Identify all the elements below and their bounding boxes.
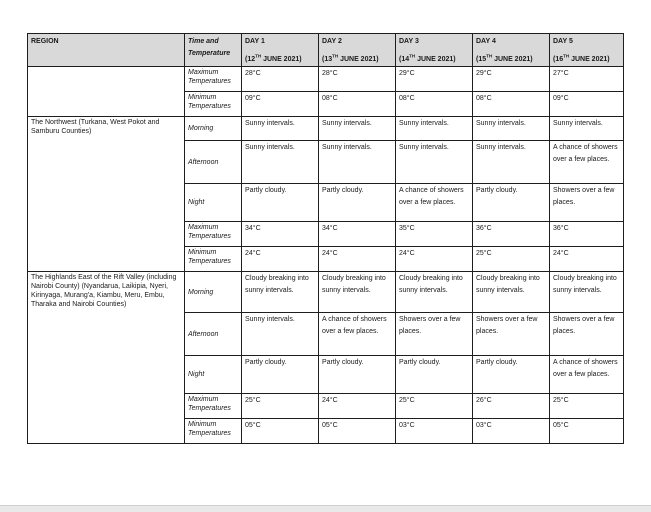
param-cell: Minimum Temperatures xyxy=(185,419,242,444)
param-cell: Night xyxy=(185,356,242,394)
region-cell-northwest: The Northwest (Turkana, West Pokot and Samburu Counties) xyxy=(28,117,185,272)
value-cell: Sunny intervals. xyxy=(396,141,473,184)
day-date: (12TH JUNE 2021) xyxy=(245,53,302,63)
value-cell: 34°C xyxy=(319,222,396,247)
header-day-3 xyxy=(396,34,473,67)
param-cell: Afternoon xyxy=(185,141,242,184)
value-cell: 29°C xyxy=(396,67,473,92)
value-cell: 36°C xyxy=(550,222,624,247)
forecast-table xyxy=(27,33,624,444)
param-cell: Minimum Temperatures xyxy=(185,247,242,272)
day-label: DAY 3 xyxy=(399,38,419,45)
param-cell: Maximum Temperatures xyxy=(185,67,242,92)
value-cell: Sunny intervals. xyxy=(473,117,550,141)
value-cell: Showers over a few places. xyxy=(473,313,550,356)
param-cell: Afternoon xyxy=(185,313,242,356)
value-cell: 24°C xyxy=(319,247,396,272)
value-cell: Cloudy breaking into sunny intervals. xyxy=(550,272,624,313)
value-cell: 25°C xyxy=(473,247,550,272)
table-row xyxy=(28,272,624,313)
value-cell: Partly cloudy. xyxy=(242,184,319,222)
value-cell: Sunny intervals. xyxy=(319,117,396,141)
value-cell: 35°C xyxy=(396,222,473,247)
value-cell: 08°C xyxy=(473,92,550,117)
value-cell: Partly cloudy. xyxy=(319,184,396,222)
value-cell: Cloudy breaking into sunny intervals. xyxy=(319,272,396,313)
value-cell: Cloudy breaking into sunny intervals. xyxy=(473,272,550,313)
value-cell: Showers over a few places. xyxy=(396,313,473,356)
day-label: DAY 1 xyxy=(245,38,265,45)
value-cell: 05°C xyxy=(550,419,624,444)
value-cell: 03°C xyxy=(473,419,550,444)
region-cell-previous xyxy=(28,67,185,117)
value-cell: Sunny intervals. xyxy=(242,141,319,184)
header-time-temperature: Time and Temperature xyxy=(185,34,242,67)
value-cell: 03°C xyxy=(396,419,473,444)
table-row xyxy=(28,67,624,92)
value-cell: 28°C xyxy=(319,67,396,92)
value-cell: 25°C xyxy=(550,394,624,419)
param-cell: Morning xyxy=(185,117,242,141)
header-day-1 xyxy=(242,34,319,67)
value-cell: 29°C xyxy=(473,67,550,92)
value-cell: Partly cloudy. xyxy=(473,184,550,222)
value-cell: 05°C xyxy=(319,419,396,444)
value-cell: 24°C xyxy=(396,247,473,272)
param-cell: Night xyxy=(185,184,242,222)
value-cell: Sunny intervals. xyxy=(242,313,319,356)
value-cell: A chance of showers over a few places. xyxy=(319,313,396,356)
value-cell: Partly cloudy. xyxy=(319,356,396,394)
value-cell: Partly cloudy. xyxy=(473,356,550,394)
value-cell: Cloudy breaking into sunny intervals. xyxy=(396,272,473,313)
value-cell: 09°C xyxy=(550,92,624,117)
day-date: (13TH JUNE 2021) xyxy=(322,53,379,63)
value-cell: Partly cloudy. xyxy=(242,356,319,394)
value-cell: Showers over a few places. xyxy=(550,184,624,222)
value-cell: Sunny intervals. xyxy=(242,117,319,141)
value-cell: 05°C xyxy=(242,419,319,444)
table-row xyxy=(28,117,624,141)
value-cell: 26°C xyxy=(473,394,550,419)
value-cell: Sunny intervals. xyxy=(473,141,550,184)
value-cell: A chance of showers over a few places. xyxy=(550,141,624,184)
value-cell: 28°C xyxy=(242,67,319,92)
header-day-5 xyxy=(550,34,624,67)
region-cell-highlands: The Highlands East of the Rift Valley (including Nairobi County) (Nyandarua, Laikipia, Nyeri, Kirinyaga, Murang'a, Kiambu, Meru, Embu, Tharaka and Nairobi Counties) xyxy=(28,272,185,444)
value-cell: Cloudy breaking into sunny intervals. xyxy=(242,272,319,313)
param-cell: Maximum Temperatures xyxy=(185,394,242,419)
value-cell: 24°C xyxy=(319,394,396,419)
value-cell: Sunny intervals. xyxy=(319,141,396,184)
value-cell: 36°C xyxy=(473,222,550,247)
value-cell: A chance of showers over a few places. xyxy=(550,356,624,394)
header-row xyxy=(28,34,624,67)
value-cell: 24°C xyxy=(242,247,319,272)
day-label: DAY 5 xyxy=(553,38,573,45)
day-date: (15TH JUNE 2021) xyxy=(476,53,533,63)
value-cell: Sunny intervals. xyxy=(396,117,473,141)
param-cell: Morning xyxy=(185,272,242,313)
header-day-2 xyxy=(319,34,396,67)
param-cell: Minimum Temperatures xyxy=(185,92,242,117)
value-cell: A chance of showers over a few places. xyxy=(396,184,473,222)
day-label: DAY 2 xyxy=(322,38,342,45)
header-region: REGION xyxy=(28,34,185,67)
value-cell: 08°C xyxy=(319,92,396,117)
value-cell: 25°C xyxy=(396,394,473,419)
value-cell: 24°C xyxy=(550,247,624,272)
value-cell: Partly cloudy. xyxy=(396,356,473,394)
value-cell: 08°C xyxy=(396,92,473,117)
value-cell: 34°C xyxy=(242,222,319,247)
value-cell: Showers over a few places. xyxy=(550,313,624,356)
day-date: (14TH JUNE 2021) xyxy=(399,53,456,63)
day-label: DAY 4 xyxy=(476,38,496,45)
value-cell: 09°C xyxy=(242,92,319,117)
header-day-4 xyxy=(473,34,550,67)
value-cell: 27°C xyxy=(550,67,624,92)
param-cell: Maximum Temperatures xyxy=(185,222,242,247)
value-cell: Sunny intervals. xyxy=(550,117,624,141)
day-date: (16TH JUNE 2021) xyxy=(553,53,610,63)
value-cell: 25°C xyxy=(242,394,319,419)
